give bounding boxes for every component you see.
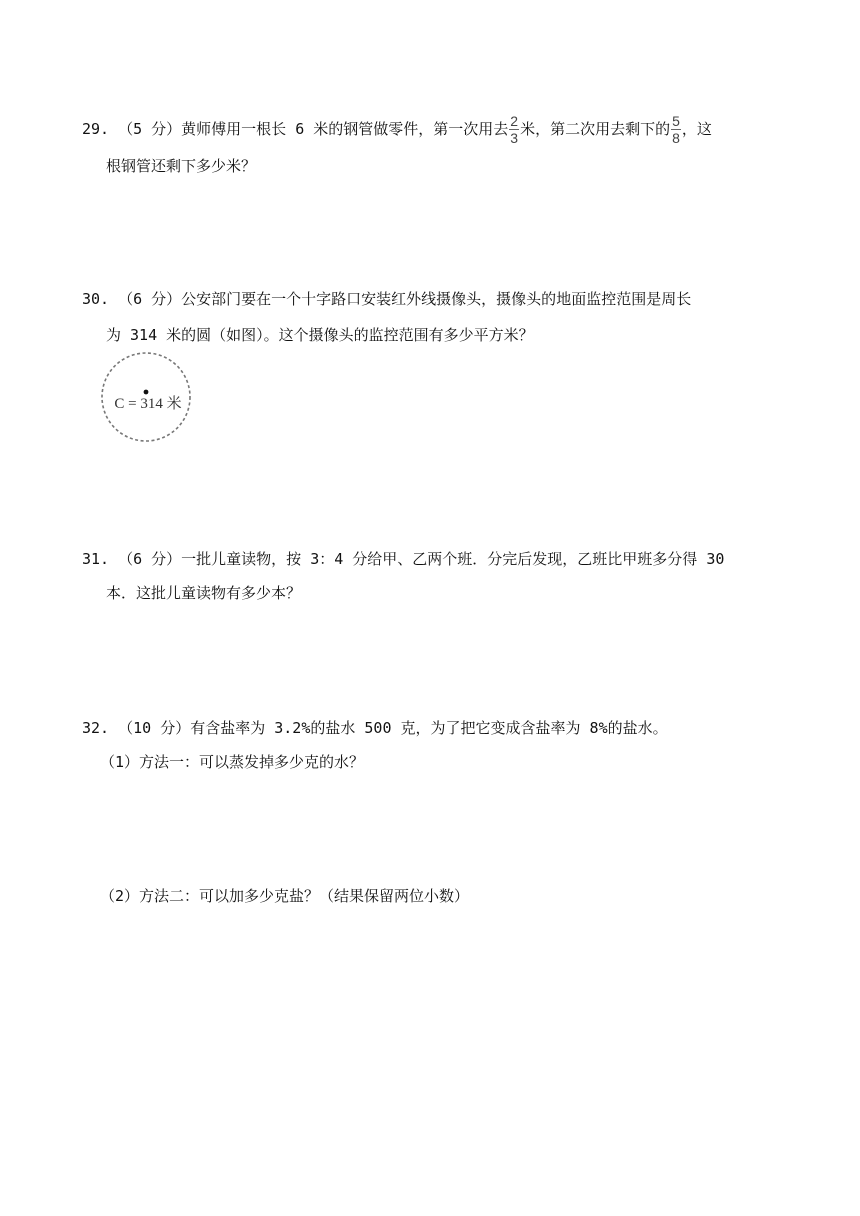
q32-line-1: 32. （10 分）有含盐率为 3.2%的盐水 500 克，为了把它变成含盐率为 8%的盐水。 — [82, 719, 668, 737]
q31-line-2: 本．这批儿童读物有多少本？ — [106, 584, 302, 602]
circumference-label: C = 314 米 — [114, 396, 182, 412]
q29-line-2: 根钢管还剩下多少米？ — [106, 157, 257, 175]
q32-part-2: （2）方法二：可以加多少克盐？（结果保留两位小数） — [100, 887, 470, 905]
q32-part-1: （1）方法一：可以蒸发掉多少克的水？ — [100, 753, 365, 771]
q29-line-1 — [82, 114, 712, 145]
q30-line-2: 为 314 米的圆（如图）。这个摄像头的监控范围有多少平方米？ — [106, 326, 534, 344]
circle-diagram — [98, 350, 194, 444]
circle-center-dot — [144, 390, 149, 395]
fraction-denominator: 8 — [672, 130, 680, 146]
fraction-five-eighths — [671, 114, 681, 145]
q29-text-b: 米，第二次用去剩下的 — [520, 120, 671, 138]
fraction-denominator: 3 — [510, 130, 519, 146]
circle-figure — [98, 350, 194, 444]
q30-line-1: 30. （6 分）公安部门要在一个十字路口安装红外线摄像头，摄像头的地面监控范围是周长 — [82, 290, 692, 308]
q29-text-a: 29. （5 分）黄师傅用一根长 6 米的钢管做零件，第一次用去 — [82, 120, 509, 138]
q29-text-c: ，这 — [681, 120, 712, 138]
fraction-two-thirds — [509, 114, 519, 145]
fraction-numerator: 2 — [510, 113, 519, 129]
fraction-numerator: 5 — [672, 113, 680, 129]
q31-line-1: 31. （6 分）一批儿童读物，按 3：4 分给甲、乙两个班．分完后发现，乙班比甲班多分得 30 — [82, 550, 725, 568]
